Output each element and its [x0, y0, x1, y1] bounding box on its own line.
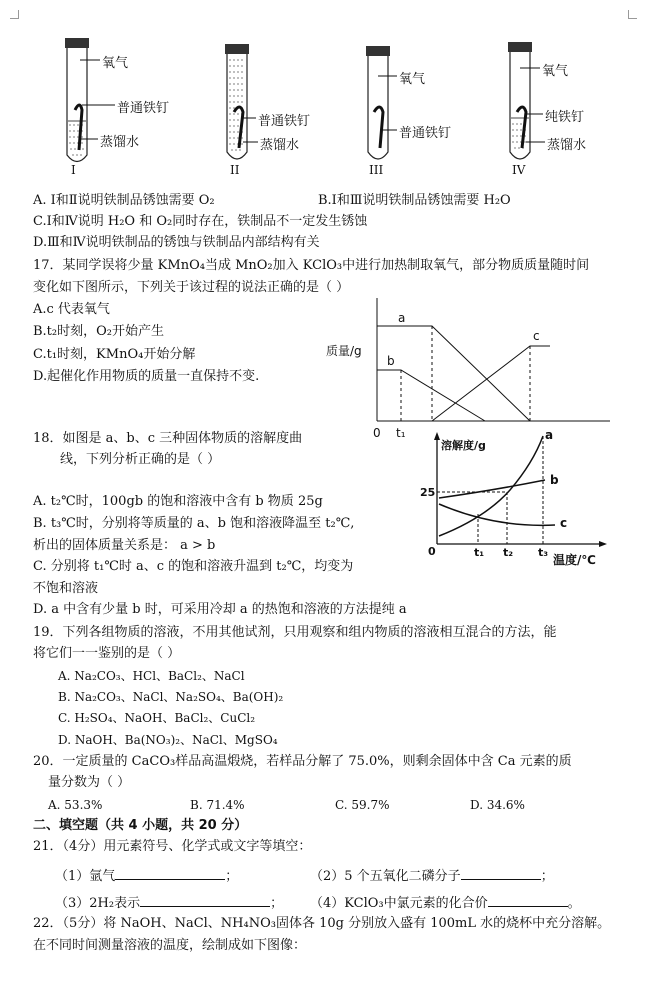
q17-option-a: A.c 代表氧气: [33, 302, 110, 317]
q21-part3: [55, 893, 283, 912]
tube3-nail-label: 普通铁钉: [399, 126, 452, 141]
q18-option-c-cont: 不饱和溶液: [33, 581, 99, 596]
tube3-numeral: III: [369, 163, 384, 177]
tube4-oxygen-label: 氧气: [542, 64, 569, 79]
q19-option-b: B. Na₂CO₃、NaCl、Na₂SO₄、Ba(OH)₂: [58, 690, 284, 704]
q17-stem-line2: 变化如下图所示，下列关于该过程的说法正确的是（ ）: [33, 280, 350, 295]
q18-curve-c: [439, 504, 555, 525]
q17-option-b: B.t₂时刻，O₂开始产生: [33, 324, 164, 339]
q21-part2-semicolon: ；: [540, 869, 554, 884]
q18-option-c: C. 分别将 t₁℃时 a、c 的饱和溶液升温到 t₂℃，均变为: [33, 559, 354, 574]
q20-option-b: B. 71.4%: [190, 798, 245, 812]
q16-option-d: D.Ⅲ和Ⅳ说明铁制品的锈蚀与铁制品内部结构有关: [33, 235, 320, 250]
q18-label-a: a: [545, 428, 554, 442]
section-2-title: 二、填空题（共 4 小题，共 20 分）: [33, 818, 248, 833]
q19-option-a: A. Na₂CO₃、HCl、BaCl₂、NaCl: [58, 669, 245, 683]
tube4-pure-nail-label: 纯铁钉: [545, 110, 585, 125]
tube-3: [366, 46, 390, 159]
q16-option-c: C.Ⅰ和Ⅳ说明 H₂O 和 O₂同时存在，铁制品不一定发生锈蚀: [33, 214, 368, 229]
q21-part2: [310, 866, 554, 885]
q21-part3-blank[interactable]: [140, 893, 270, 907]
q21-stem: 21．（4分）用元素符号、化学式或文字等填空：: [33, 839, 312, 854]
q18-option-b: B. t₃℃时，分别将等质量的 a、b 饱和溶液降温至 t₂℃,: [33, 516, 355, 531]
tube-4: [508, 42, 532, 159]
q22-stem-line1: 22．（5分）将 NaOH、NaCl、NH₄NO₃固体各 10g 分别放入盛有 100mL 水的烧杯中充分溶解。: [33, 916, 611, 931]
q21-part4-label: （4）KClO₃中氯元素的化合价: [310, 896, 488, 911]
test-tubes-figure: [0, 0, 651, 180]
q18-t3: t₃: [538, 546, 549, 559]
q18-curve-b: [439, 480, 545, 498]
tube2-nail-label: 普通铁钉: [258, 114, 311, 129]
q18-t1: t₁: [474, 546, 485, 559]
q16-option-b: B.Ⅰ和Ⅲ说明铁制品锈蚀需要 H₂O: [318, 193, 511, 208]
tube1-nail-label: 普通铁钉: [117, 101, 170, 116]
q18-option-a: A. t₂℃时，100gb 的饱和溶液中含有 b 物质 25g: [33, 494, 323, 509]
q16-option-a: A. Ⅰ和Ⅱ说明铁制品锈蚀需要 O₂: [33, 193, 215, 208]
tube1-numeral: I: [71, 163, 76, 177]
tube4-numeral: IV: [512, 163, 526, 177]
q18-label-b: b: [550, 473, 559, 487]
tube4-water-label: 蒸馏水: [547, 138, 587, 153]
q17-label-b: b: [387, 354, 395, 368]
q21-part3-label: （3）2H₂表示: [55, 896, 141, 911]
q18-y25: 25: [420, 486, 436, 499]
q21-part2-label: （2）5 个五氧化二磷分子: [310, 869, 461, 884]
tube1-water-label: 蒸馏水: [100, 135, 140, 150]
q21-part3-semicolon: ；: [270, 896, 284, 911]
q18-xlabel: 温度/℃: [553, 553, 596, 567]
q18-label-c: c: [560, 516, 568, 530]
q17-option-c: C.t₁时刻，KMnO₄开始分解: [33, 347, 196, 362]
q21-part4-period: 。: [567, 896, 581, 911]
q17-ylabel: 质量/g: [326, 344, 362, 358]
q21-part4-blank[interactable]: [488, 893, 568, 907]
q17-label-c: c: [533, 329, 540, 343]
q17-option-d: D.起催化作用物质的质量一直保持不变.: [33, 369, 260, 384]
q21-part2-blank[interactable]: [461, 866, 541, 880]
q21-part1-blank[interactable]: [115, 866, 225, 880]
q17-origin: 0: [373, 426, 381, 440]
tube1-oxygen-label: 氧气: [102, 56, 129, 71]
q22-stem-line2: 在不同时间测量溶液的温度，绘制成如下图像：: [33, 938, 307, 953]
q20-option-d: D. 34.6%: [470, 798, 525, 812]
q17-line-a: [377, 326, 530, 421]
q20-stem-line1: 20．一定质量的 CaCO₃样品高温煅烧，若样品分解了 75.0%，则剩余固体中含 Ca 元素的质: [33, 754, 572, 769]
q18-stem-line2: 线，下列分析正确的是（ ）: [60, 452, 221, 467]
q18-stem-line1: 18．如图是 a、b、c 三种固体物质的溶解度曲: [33, 431, 303, 446]
q17-t1: t₁: [396, 426, 406, 440]
q18-option-d: D. a 中含有少量 b 时，可采用冷却 a 的热饱和溶液的方法提纯 a: [33, 602, 407, 617]
q18-option-b-cont: 析出的固体质量关系是： a > b: [33, 538, 216, 553]
q17-line-b: [377, 370, 485, 421]
q18-ylabel: 溶解度/g: [441, 439, 486, 452]
q20-option-c: C. 59.7%: [335, 798, 390, 812]
q21-part1: [55, 866, 238, 885]
q19-stem-line2: 将它们一一鉴别的是（ ）: [33, 646, 181, 661]
q21-part1-semicolon: ；: [225, 869, 239, 884]
tube2-numeral: II: [230, 163, 240, 177]
q19-option-c: C. H₂SO₄、NaOH、BaCl₂、CuCl₂: [58, 711, 256, 725]
tube-1: [65, 38, 89, 162]
q21-part1-label: （1）氩气: [55, 869, 116, 884]
q21-part4: [310, 893, 581, 912]
q17-mass-chart: [370, 296, 630, 446]
q19-option-d: D. NaOH、Ba(NO₃)₂、NaCl、MgSO₄: [58, 733, 278, 747]
tube2-water-label: 蒸馏水: [260, 138, 300, 153]
q20-stem-line2: 量分数为（ ）: [48, 775, 131, 790]
q17-label-a: a: [398, 311, 406, 325]
q19-stem-line1: 19．下列各组物质的溶液，不用其他试剂，只用观察和组内物质的溶液相互混合的方法，能: [33, 625, 557, 640]
q18-origin: 0: [428, 545, 436, 558]
q18-t2: t₂: [503, 546, 514, 559]
q17-stem-line1: 17．某同学误将少量 KMnO₄当成 MnO₂加入 KClO₃中进行加热制取氧气，部分物质质量随时间: [33, 258, 590, 273]
tube3-oxygen-label: 氧气: [399, 72, 426, 87]
q20-option-a: A. 53.3%: [48, 798, 103, 812]
